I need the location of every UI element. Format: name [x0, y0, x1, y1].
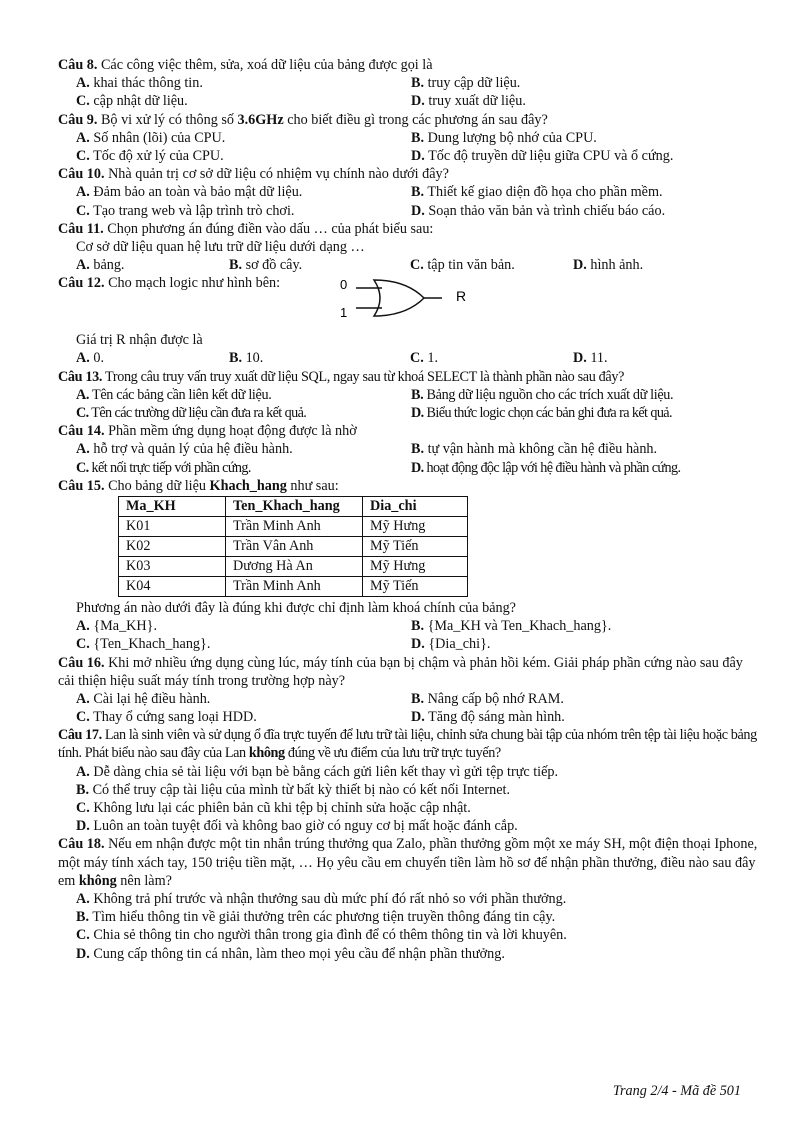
- q17-option-a: A. Dễ dàng chia sẻ tài liệu với bạn bè bằng cách gửi liên kết thay vì gửi tệp trực tiếp.: [76, 763, 559, 780]
- q9-option-c: C. Tốc độ xử lý của CPU.: [76, 147, 224, 164]
- or-gate-diagram: [338, 277, 498, 319]
- q9-option-a: A. Số nhân (lõi) của CPU.: [76, 129, 226, 146]
- q8-option-d: D. truy xuất dữ liệu.: [411, 93, 526, 110]
- q11-option-a: A. bảng.: [76, 257, 125, 274]
- q15-option-d: D. {Dia_chi}.: [411, 636, 491, 653]
- table-header: Dia_chi: [363, 496, 468, 516]
- q12-ask: Giá trị R nhận được là: [76, 332, 203, 349]
- or-gate-shape: [374, 280, 424, 316]
- q17-option-d: D. Luôn an toàn tuyệt đối và không bao giờ có nguy cơ bị mất hoặc đánh cắp.: [76, 818, 518, 835]
- q11-statement: Cơ sở dữ liệu quan hệ lưu trữ dữ liệu dưới dạng …: [76, 238, 365, 255]
- q14-option-a: A. hỗ trợ và quản lý của hệ điều hành.: [76, 441, 293, 458]
- q18-option-d: D. Cung cấp thông tin cá nhân, làm theo mọi yêu cầu để nhận phần thưởng.: [76, 945, 505, 962]
- q10-option-a: A. Đảm bảo an toàn và bảo mật dữ liệu.: [76, 184, 303, 201]
- question-18: Câu 18. Nếu em nhận được một tin nhắn trúng thưởng qua Zalo, phần thưởng gồm một xe máy SH, một điện thoại Iphone, một máy tính xách tay, 150 triệu tiền mặt, … Họ yêu cầu em chuyển tiền làm hồ sơ để nhận phần thưởng, điều nào sau đây em không nên làm?: [58, 836, 758, 889]
- q16-option-d: D. Tăng độ sáng màn hình.: [411, 709, 565, 726]
- q11-option-b: B. sơ đồ cây.: [229, 257, 303, 274]
- q16-option-c: C. Thay ổ cứng sang loại HDD.: [76, 709, 257, 726]
- gate-input-0: 0: [340, 277, 348, 293]
- q13-option-a: A. Tên các bảng cần liên kết dữ liệu.: [76, 386, 272, 403]
- gate-output-r: R: [456, 288, 467, 305]
- table-row: K04 Trần Minh Anh Mỹ Tiến: [119, 576, 468, 596]
- table-header: Ten_Khach_hang: [226, 496, 363, 516]
- table-header-row: [119, 496, 468, 516]
- table-header: Ma_KH: [119, 496, 226, 516]
- question-12: Câu 12. Cho mạch logic như hình bên: 0 1 R: [58, 274, 758, 331]
- q12-option-d: D. 11.: [573, 350, 608, 367]
- question-14: Câu 14. Phần mềm ứng dụng hoạt động được là nhờ: [58, 423, 357, 440]
- exam-page: [58, 56, 758, 963]
- khach-hang-table: [118, 496, 468, 597]
- q15-option-b: B. {Ma_KH và Ten_Khach_hang}.: [411, 618, 612, 635]
- q11-option-d: D. hình ảnh.: [573, 257, 644, 274]
- question-16: Câu 16. Khi mở nhiều ứng dụng cùng lúc, máy tính của bạn bị chậm và phản hồi kém. Giải pháp phần cứng nào sau đây cải thiện hiệu suất máy tính trong trường hợp này?: [58, 654, 743, 689]
- q17-option-b: B. Có thể truy cập tài liệu của mình từ bất kỳ thiết bị nào có kết nối Internet.: [76, 781, 510, 798]
- q12-option-c: C. 1.: [410, 350, 438, 367]
- question-8: Câu 8. Các công việc thêm, sửa, xoá dữ liệu của bảng được gọi là: [58, 57, 433, 73]
- q11-option-c: C. tập tin văn bản.: [410, 257, 515, 274]
- q9-option-b: B. Dung lượng bộ nhớ của CPU.: [411, 129, 597, 146]
- question-11: Câu 11. Chọn phương án đúng điền vào dấu … của phát biểu sau:: [58, 220, 434, 237]
- q8-option-c: C. cập nhật dữ liệu.: [76, 93, 188, 110]
- q9-option-d: D. Tốc độ truyền dữ liệu giữa CPU và ổ cứng.: [411, 147, 674, 164]
- q13-option-d: D. Biểu thức logic chọn các bản ghi đưa ra kết quả.: [411, 405, 672, 421]
- q8-option-a: A. khai thác thông tin.: [76, 75, 203, 92]
- q14-option-d: D. hoạt động độc lập với hệ điều hành và phần cứng.: [411, 459, 681, 476]
- q15-ask: Phương án nào dưới đây là đúng khi được chỉ định làm khoá chính của bảng?: [76, 599, 516, 616]
- q18-option-b: B. Tìm hiểu thông tin về giải thưởng trên các phương tiện truyền thông đáng tin cậy.: [76, 909, 556, 926]
- q10-option-d: D. Soạn thảo văn bản và trình chiếu báo cáo.: [411, 202, 666, 219]
- q8-option-b: B. truy cập dữ liệu.: [411, 75, 521, 92]
- q16-option-a: A. Cài lại hệ điều hành.: [76, 690, 211, 707]
- q18-option-c: C. Chia sẻ thông tin cho người thân trong gia đình để có thêm thông tin và lời khuyên.: [76, 927, 567, 944]
- q17-option-c: C. Không lưu lại các phiên bản cũ khi tệp bị chỉnh sửa hoặc cập nhật.: [76, 800, 471, 817]
- table-row: K02 Trần Vân Anh Mỹ Tiến: [119, 536, 468, 556]
- question-10: Câu 10. Nhà quản trị cơ sở dữ liệu có nhiệm vụ chính nào dưới đây?: [58, 166, 449, 183]
- q15-option-c: C. {Ten_Khach_hang}.: [76, 636, 211, 653]
- q14-option-c: C. kết nối trực tiếp với phần cứng.: [76, 459, 251, 476]
- q14-option-b: B. tự vận hành mà không cần hệ điều hành.: [411, 441, 658, 458]
- q12-option-a: A. 0.: [76, 350, 104, 367]
- page-footer: Trang 2/4 - Mã đề 501: [612, 1083, 741, 1099]
- gate-input-1: 1: [340, 305, 348, 320]
- q13-option-b: B. Bảng dữ liệu nguồn cho các trích xuất dữ liệu.: [411, 386, 674, 403]
- q16-option-b: B. Nâng cấp bộ nhớ RAM.: [411, 690, 564, 707]
- question-13: Câu 13. Trong câu truy vấn truy xuất dữ liệu SQL, ngay sau từ khoá SELECT là thành phần nào sau đây?: [58, 368, 625, 385]
- table-row: K03 Dương Hà An Mỹ Hưng: [119, 556, 468, 576]
- q12-option-b: B. 10.: [229, 350, 264, 367]
- q18-option-a: A. Không trả phí trước và nhận thưởng sau dù mức phí đó rất nhỏ so với phần thưởng.: [76, 891, 567, 908]
- question-9: Câu 9. Bộ vi xử lý có thông số 3.6GHz cho biết điều gì trong các phương án sau đây?: [58, 111, 548, 128]
- question-17: Câu 17. Lan là sinh viên và sử dụng ổ đĩa trực tuyến để lưu trữ tài liệu, chỉnh sửa chung bài tập của nhóm trên tệp tài liệu hoặc bảng tính. Phát biểu nào sau đây của Lan không đúng về ưu điểm của lưu trữ trực tuyến?: [58, 727, 757, 762]
- q13-option-c: C. Tên các trường dữ liệu cần đưa ra kết quả.: [76, 405, 307, 421]
- q10-option-b: B. Thiết kế giao diện đồ họa cho phần mềm.: [411, 184, 663, 201]
- q10-option-c: C. Tạo trang web và lập trình trò chơi.: [76, 202, 295, 219]
- question-15: Câu 15. Cho bảng dữ liệu Khach_hang như sau:: [58, 477, 339, 494]
- q15-option-a: A. {Ma_KH}.: [76, 618, 158, 635]
- table-row: K01 Trần Minh Anh Mỹ Hưng: [119, 516, 468, 536]
